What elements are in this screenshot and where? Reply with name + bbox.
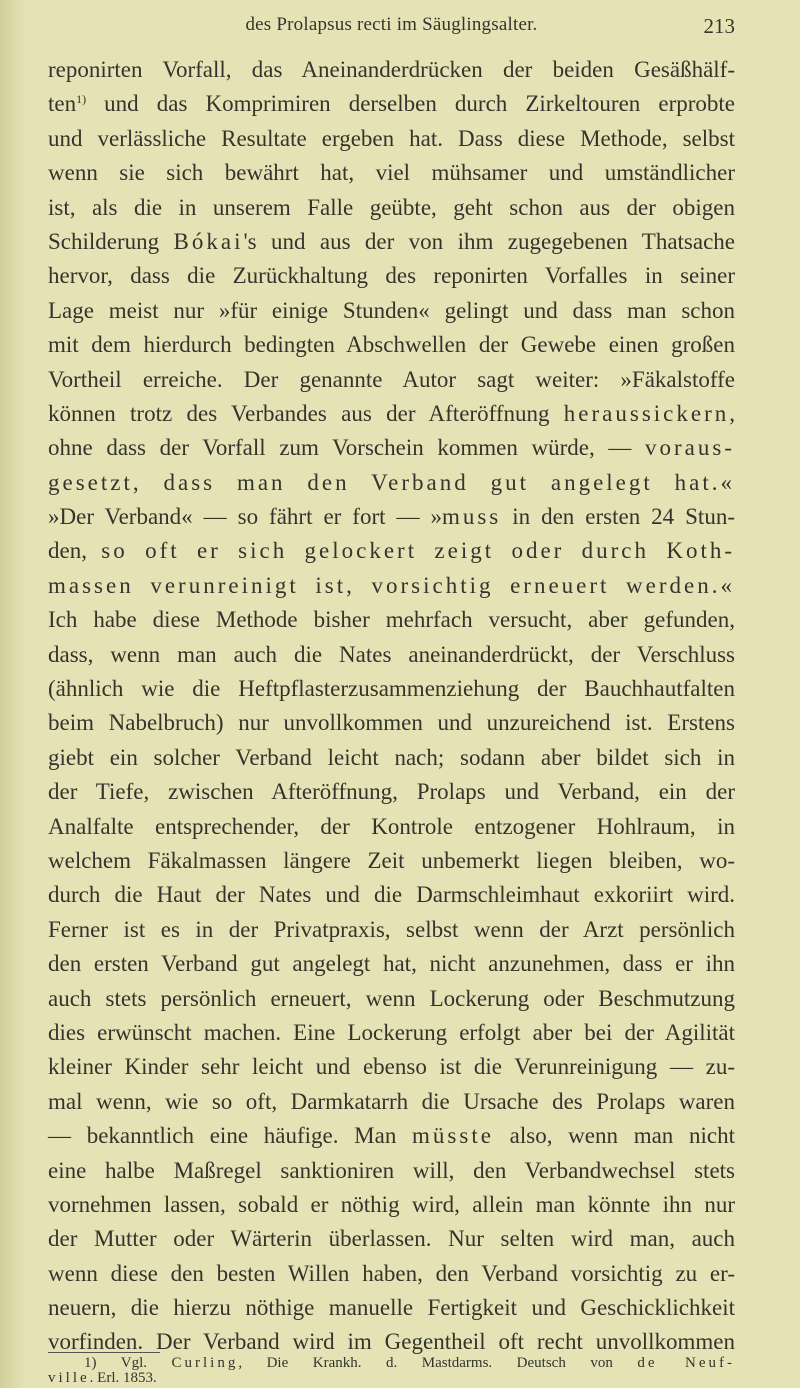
text-segment: den, xyxy=(48,538,102,564)
text-segment: (ähnlich wie die Heftpflasterzusammenziehung der Bauchhautfalten xyxy=(48,676,735,702)
text-line xyxy=(48,534,735,568)
text-line xyxy=(48,122,735,156)
text-line xyxy=(48,638,735,672)
footnote-separator xyxy=(48,1352,160,1353)
text-segment: , Die Krankh. d. Mastdarms. Deutsch von xyxy=(238,1355,638,1371)
spaced-emphasis-text: heraussickern xyxy=(563,400,730,426)
running-title: des Prolapsus recti im Säuglingsalter. xyxy=(245,14,538,35)
text-line xyxy=(48,225,735,259)
text-segment: Lage meist nur »für einige Stunden« gelingt und dass man schon xyxy=(48,297,735,323)
text-line xyxy=(48,156,735,190)
text-line xyxy=(48,431,735,465)
text-segment: dass, wenn man auch die Nates aneinanderdrückt, der Verschluss xyxy=(48,641,735,667)
spaced-emphasis-text: muss xyxy=(441,504,502,530)
text-segment: neuern, die hierzu nöthige manuelle Fertigkeit und Geschicklichkeit xyxy=(48,1295,735,1321)
text-segment: können trotz des Verbandes aus der Afteröffnung xyxy=(48,400,564,426)
text-segment: auch stets persönlich erneuert, wenn Lockerung oder Beschmutzung xyxy=(48,985,735,1011)
text-segment: , xyxy=(729,400,735,426)
text-segment: — bekanntlich eine häufige. Man xyxy=(48,1123,413,1149)
spaced-emphasis-text: massen verunreinigt ist, vorsichtig erneuert werden.« xyxy=(48,572,735,598)
footnote-line xyxy=(48,1356,735,1371)
text-segment: eine halbe Maßregel sanktioniren will, den Verbandwechsel stets xyxy=(48,1157,735,1183)
page-number: 213 xyxy=(703,14,735,38)
text-segment: vornehmen lassen, sobald er nöthig wird, allein man könnte ihn nur xyxy=(48,1191,735,1217)
text-segment: . Erl. 1853. xyxy=(89,1370,157,1386)
text-line xyxy=(48,259,735,293)
text-line xyxy=(48,741,735,775)
text-segment: der Mutter oder Wärterin überlassen. Nur selten wird man, auch xyxy=(48,1226,735,1252)
text-segment: ten xyxy=(48,91,77,117)
text-line xyxy=(48,947,735,981)
spaced-emphasis-text: Curling xyxy=(171,1355,239,1371)
text-line xyxy=(48,569,735,603)
text-segment: also, wenn man nicht xyxy=(493,1123,735,1149)
text-segment: »Der Verband« — so fährt er fort — » xyxy=(48,504,442,530)
text-line xyxy=(48,53,735,87)
text-segment: ist, als die in unserem Falle geübte, geht schon aus der obigen xyxy=(48,194,735,220)
text-segment: wenn diese den besten Willen haben, den Verband vorsichtig zu er- xyxy=(48,1260,735,1286)
text-line xyxy=(48,1154,735,1188)
text-line xyxy=(48,294,735,328)
footnote xyxy=(48,1356,735,1386)
text-segment: mal wenn, wie so oft, Darmkatarrh die Ursache des Prolaps waren xyxy=(48,1088,735,1114)
text-segment: wenn sie sich bewährt hat, viel mühsamer und umständlicher xyxy=(48,160,735,186)
text-line xyxy=(48,1016,735,1050)
text-line xyxy=(48,1119,735,1153)
spaced-emphasis-text: gesetzt, dass man den Verband gut angelegt hat.« xyxy=(48,469,735,495)
spaced-emphasis-text: de Neuf- xyxy=(637,1355,735,1371)
page-edge-shadow xyxy=(0,0,26,1388)
text-line xyxy=(48,500,735,534)
text-segment: Ferner ist es in der Privatpraxis, selbst wenn der Arzt persönlich xyxy=(48,916,735,942)
spaced-emphasis-text: Bókai xyxy=(173,228,244,254)
text-line xyxy=(48,1257,735,1291)
text-line xyxy=(48,1050,735,1084)
text-segment: Vortheil erreiche. Der genannte Autor sagt weiter: »Fäkalstoffe xyxy=(48,366,735,392)
text-segment: und verlässliche Resultate ergeben hat. Dass diese Methode, selbst xyxy=(48,125,735,151)
spaced-emphasis-text: ville xyxy=(48,1370,90,1386)
text-segment: 's und aus der von ihm zugegebenen Thatsache xyxy=(243,228,735,254)
text-line xyxy=(48,363,735,397)
text-segment: Ich habe diese Methode bisher mehrfach versucht, aber gefunden, xyxy=(48,607,735,633)
text-line xyxy=(48,1291,735,1325)
text-segment: den ersten Verband gut angelegt hat, nicht anzunehmen, dass er ihn xyxy=(48,951,735,977)
text-segment: 1) Vgl. xyxy=(84,1355,172,1371)
spaced-emphasis-text: müsste xyxy=(412,1123,494,1149)
text-segment: in den ersten 24 Stun- xyxy=(501,504,735,530)
text-segment: dies erwünscht machen. Eine Lockerung erfolgt aber bei der Agilität xyxy=(48,1019,735,1045)
text-line xyxy=(48,1222,735,1256)
text-segment: durch die Haut der Nates und die Darmschleimhaut exkoriirt wird. xyxy=(48,882,735,908)
footnote-marker: 1) xyxy=(76,92,87,107)
text-line xyxy=(48,672,735,706)
text-line xyxy=(48,603,735,637)
text-line xyxy=(48,191,735,225)
text-segment: hervor, dass die Zurückhaltung des reponirten Vorfalles in seiner xyxy=(48,263,735,289)
text-segment: vorfinden. Der Verband wird im Gegentheil oft recht unvollkommen xyxy=(48,1329,735,1355)
page-header xyxy=(48,14,735,40)
text-segment: ohne dass der Vorfall zum Vorschein kommen würde, — xyxy=(48,435,646,461)
text-segment: reponirten Vorfall, das Aneinanderdrücken der beiden Gesäßhälf- xyxy=(48,57,735,82)
text-line xyxy=(48,706,735,740)
text-line xyxy=(48,1188,735,1222)
text-line xyxy=(48,775,735,809)
text-line xyxy=(48,913,735,947)
text-segment: Schilderung xyxy=(48,228,174,254)
text-segment: der Tiefe, zwischen Afteröffnung, Prolaps und Verband, ein der xyxy=(48,779,735,805)
text-line xyxy=(48,810,735,844)
text-segment: Analfalte entsprechender, der Kontrole entzogener Hohlraum, in xyxy=(48,813,735,839)
spaced-emphasis-text: so oft er sich gelockert zeigt oder durch Koth- xyxy=(101,538,735,564)
text-line xyxy=(48,878,735,912)
text-line xyxy=(48,982,735,1016)
text-segment: mit dem hierdurch bedingten Abschwellen der Gewebe einen großen xyxy=(48,332,735,358)
spaced-emphasis-text: voraus- xyxy=(645,435,735,461)
text-segment: beim Nabelbruch) nur unvollkommen und unzureichend ist. Erstens xyxy=(48,710,735,736)
text-segment: giebt ein solcher Verband leicht nach; sodann aber bildet sich in xyxy=(48,744,735,770)
text-segment: und das Komprimiren derselben durch Zirkeltouren erprobte xyxy=(86,91,735,117)
text-line xyxy=(48,328,735,362)
text-line xyxy=(48,397,735,431)
text-line xyxy=(48,466,735,500)
footnote-line xyxy=(48,1371,735,1386)
text-line xyxy=(48,844,735,878)
body-text xyxy=(48,53,735,1360)
text-line xyxy=(48,1085,735,1119)
text-segment: kleiner Kinder sehr leicht und ebenso ist die Verunreinigung — zu- xyxy=(48,1054,735,1080)
text-segment: welchem Fäkalmassen längere Zeit unbemerkt liegen bleiben, wo- xyxy=(48,847,735,873)
text-line xyxy=(48,87,735,121)
